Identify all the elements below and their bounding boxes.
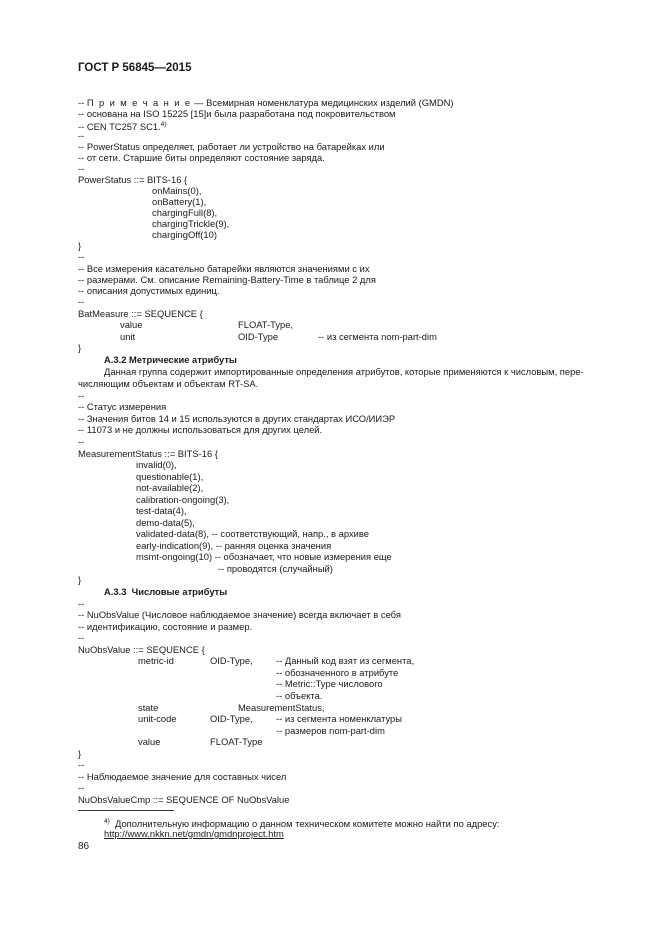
section-heading: А.3.2 Метрические атрибуты — [104, 354, 237, 365]
code-line: -- CEN TC257 SC1.$^{4)}$ — [78, 121, 167, 133]
code-cell: OID-Type — [238, 331, 279, 342]
code-comment: -- Metric::Type числового — [276, 678, 383, 689]
code-cell: value — [120, 319, 143, 330]
code-comment: -- размеров nom-part-dim — [276, 725, 385, 736]
code-line: -- — [78, 436, 85, 447]
code-line: -- Значения битов 14 и 15 используются в других стандартах ИСО/ИИЭР — [78, 413, 396, 424]
code-line: calibration-ongoing(3), — [136, 494, 230, 505]
code-line: -- NuObsValue (Числовое наблюдаемое значение) всегда включает в себя — [78, 609, 401, 620]
note-line: -- П р и м е ч а н и е — Всемирная номенклатура медицинских изделий (GMDN) — [78, 97, 454, 108]
footnote-text: Дополнительную информацию о данном техническом комитете можно найти по адресу: — [115, 818, 500, 830]
code-line: demo-data(5), — [136, 517, 195, 528]
code-line: -- Наблюдаемое значение для составных чисел — [78, 771, 287, 782]
code-line: -- — [78, 251, 85, 262]
paragraph-line: числяющим объектам и объектам RT-SA. — [78, 378, 259, 389]
code-line: -- — [78, 782, 85, 793]
footnote-divider — [78, 810, 174, 811]
code-line: -- — [78, 632, 85, 643]
code-line: msmt-ongoing(10) -- обозначает, что новые измерения еще — [136, 551, 392, 562]
page-title: ГОСТ Р 56845—2015 — [78, 62, 192, 74]
code-comment: -- обозначенного в атрибуте — [276, 667, 399, 678]
footnote-ref: 4) — [160, 121, 167, 128]
code-line: validated-data(8), -- соответствующий, напр., в архиве — [136, 528, 369, 539]
paragraph-line: Данная группа содержит импортированные определения атрибутов, которые применяются к числовым, пере- — [104, 366, 584, 377]
code-line: PowerStatus ::= BITS-16 { — [78, 174, 188, 185]
code-line: chargingFull(8), — [152, 207, 218, 218]
code-line: -- основана на ISO 15225 [15]и была разработана под покровительством — [78, 108, 396, 119]
code-line: not-available(2), — [136, 482, 204, 493]
code-line: -- описания допустимых единиц. — [78, 285, 220, 296]
note-text: — Всемирная номенклатура медицинских изделий (GMDN) — [191, 97, 454, 108]
code-line: NuObsValueCmp ::= SEQUENCE OF NuObsValue — [78, 794, 290, 805]
code-line: NuObsValue ::= SEQUENCE { — [78, 644, 205, 655]
page-number: 86 — [78, 841, 90, 852]
footnote-mark: 4) — [104, 818, 110, 825]
code-line: } — [78, 342, 82, 353]
code-cell: FLOAT-Type — [210, 736, 263, 747]
code-line: -- — [78, 390, 85, 401]
code-comment: -- из сегмента nom-part-dim — [318, 331, 437, 342]
code-cell: FLOAT-Type, — [238, 319, 294, 330]
code-line: BatMeasure ::= SEQUENCE { — [78, 308, 203, 319]
code-cell: MeasurementStatus, — [238, 702, 325, 713]
code-line: chargingOff(10) — [152, 229, 217, 240]
code-line: questionable(1), — [136, 471, 204, 482]
code-cell: metric-id — [138, 655, 174, 666]
code-line: -- — [78, 130, 85, 141]
code-cell: value — [138, 736, 161, 747]
code-comment: -- объекта. — [276, 690, 323, 701]
code-line: -- — [78, 759, 85, 770]
code-line: } — [78, 574, 82, 585]
code-line: -- — [78, 296, 85, 307]
code-line: -- — [78, 163, 85, 174]
code-line: invalid(0), — [136, 459, 177, 470]
code-cell: OID-Type, — [210, 713, 253, 724]
code-line: -- Статус измерения — [78, 401, 167, 412]
code-comment: -- Данный код взят из сегмента, — [276, 655, 415, 666]
code-line: -- — [78, 598, 85, 609]
code-line: test-data(4), — [136, 505, 187, 516]
code-cell: unit — [120, 331, 136, 342]
code-line: -- 11073 и не должны использоваться для других целей. — [78, 424, 323, 435]
code-line: } — [78, 748, 82, 759]
footnote-link[interactable]: http://www.nkkn.net/gmdn/gmdnproject.htm — [104, 828, 284, 839]
code-line: MeasurementStatus ::= BITS-16 { — [78, 448, 218, 459]
code-comment: -- проводятся (случайный) — [218, 563, 333, 574]
code-line: -- размерами. См. описание Remaining-Battery-Time в таблице 2 для — [78, 274, 376, 285]
code-line: -- от сети. Старшие биты определяют состояние заряда. — [78, 152, 325, 163]
code-line: -- идентификацию, состояние и размер. — [78, 621, 253, 632]
note-label: П р и м е ч а н и е — [86, 97, 192, 108]
code-line: early-indication(9), -- ранняя оценка значения — [136, 540, 332, 551]
code-cell: unit-code — [138, 713, 177, 724]
code-line: onBattery(1), — [152, 196, 207, 207]
code-comment: -- из сегмента номенклатуры — [276, 713, 402, 724]
code-cell: OID-Type, — [210, 655, 253, 666]
code-line: -- Все измерения касательно батарейки являются значениями с их — [78, 263, 370, 274]
code-cell: state — [138, 702, 159, 713]
code-line: -- PowerStatus определяет, работает ли устройство на батарейках или — [78, 141, 385, 152]
section-heading: А.3.3 Числовые атрибуты — [104, 586, 228, 597]
code-line: } — [78, 240, 82, 251]
code-line: chargingTrickle(9), — [152, 218, 230, 229]
code-line: onMains(0), — [152, 185, 202, 196]
